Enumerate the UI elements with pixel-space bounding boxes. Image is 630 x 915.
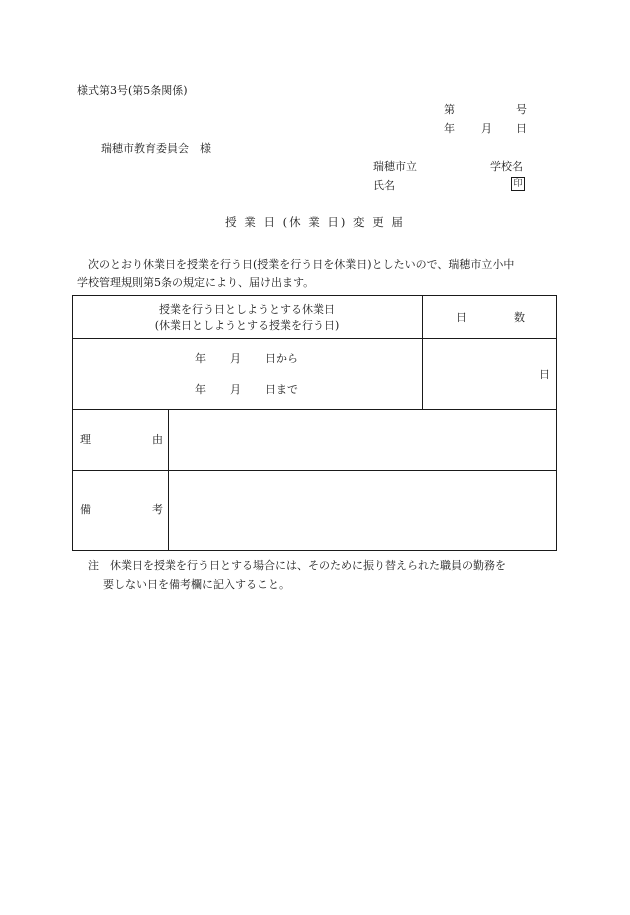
to-day-label: 日まで [265, 383, 298, 396]
table-border-top [72, 295, 557, 296]
from-day-label: 日から [265, 352, 298, 365]
to-month-label: 月 [230, 383, 241, 396]
body-line-1: 次のとおり休業日を授業を行う日(授業を行う日を休業日)としたいので、瑞穂市立小中 [88, 258, 515, 271]
school-prefix: 瑞穂市立 [373, 160, 417, 173]
date-year-label: 年 [444, 122, 455, 135]
remarks-label-char1: 備 [80, 503, 91, 516]
document-title: 授 業 日 (休 業 日) 変 更 届 [225, 215, 405, 229]
from-month-label: 月 [230, 352, 241, 365]
days-unit-label: 日 [539, 368, 550, 381]
document-number-suffix: 号 [516, 103, 527, 116]
header-days-char2: 数 [514, 311, 525, 324]
reason-label-char1: 理 [80, 433, 91, 446]
to-year-label: 年 [195, 383, 206, 396]
table-divider-dates [72, 409, 557, 410]
form-number: 様式第3号(第5条関係) [77, 84, 188, 97]
document-number-label: 第 [444, 103, 455, 116]
remarks-label-char2: 考 [152, 503, 163, 516]
table-divider-label-column [168, 409, 169, 551]
header-holiday-line2: (休業日としようとする授業を行う日) [154, 319, 340, 332]
from-year-label: 年 [195, 352, 206, 365]
seal-stamp: 印 [511, 177, 525, 191]
date-day-label: 日 [516, 122, 527, 135]
name-label: 氏名 [373, 179, 395, 192]
reason-label-char2: 由 [152, 433, 163, 446]
table-border-right [556, 295, 557, 551]
note-line-1: 注 休業日を授業を行う日とする場合には、そのために振り替えられた職員の勤務を [88, 559, 506, 572]
table-divider-header [72, 338, 557, 339]
table-divider-days-column [422, 295, 423, 410]
addressee: 瑞穂市教育委員会 様 [101, 142, 211, 155]
body-paragraph [77, 256, 557, 292]
body-line-2: 学校管理規則第5条の規定により、届け出ます。 [77, 276, 315, 289]
note-line-2: 要しない日を備考欄に記入すること。 [103, 578, 290, 591]
table-divider-reason [72, 470, 557, 471]
table-border-left [72, 295, 73, 551]
date-month-label: 月 [481, 122, 492, 135]
header-days-char1: 日 [456, 311, 467, 324]
school-name-label: 学校名 [490, 160, 523, 173]
header-holiday-line1: 授業を行う日としようとする休業日 [159, 303, 335, 316]
table-border-bottom [72, 550, 557, 551]
